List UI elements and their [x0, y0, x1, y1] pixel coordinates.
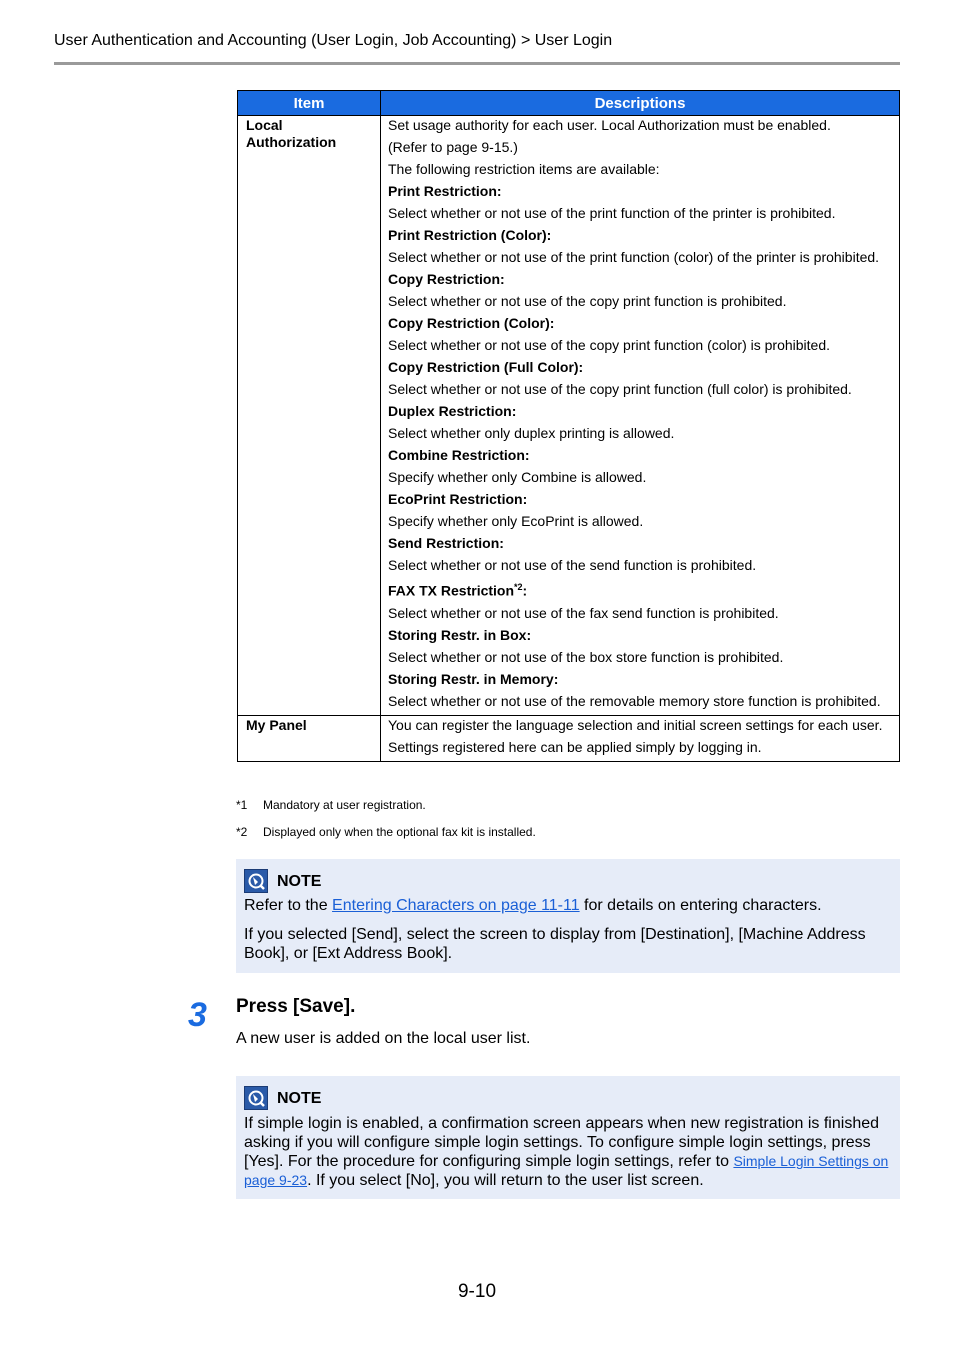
step-title: Press [Save]. — [236, 996, 356, 1017]
restriction-label: Print Restriction: — [388, 183, 502, 199]
entering-characters-link[interactable]: Entering Characters on page 11-11 — [332, 897, 580, 914]
item-my-panel: My Panel — [246, 716, 307, 733]
restriction-description: Set usage authority for each user. Local Authorization must be enabled. — [388, 117, 831, 133]
note-box-2 — [236, 1076, 900, 1199]
restriction-description: (Refer to page 9-15.) — [388, 139, 518, 155]
footnote-1 — [236, 798, 426, 812]
my-panel-description-1: You can register the language selection and initial screen settings for each user. — [388, 716, 883, 733]
page-number: 9-10 — [457, 1281, 497, 1302]
restriction-label: FAX TX Restriction$^{*2}$: — [388, 582, 528, 599]
note-icon — [244, 869, 268, 893]
local-authorization-description — [381, 116, 900, 716]
my-panel-description-2: Settings registered here can be applied simply by logging in. — [388, 738, 762, 755]
column-header-descriptions: Descriptions — [381, 91, 900, 116]
note-title: NOTE — [277, 1089, 322, 1107]
restriction-description: Select whether or not use of the copy print function is prohibited. — [388, 293, 787, 309]
table-row-local-authorization — [238, 116, 900, 716]
note-1-paragraph-2: If you selected [Send], select the screen to display from [Destination], [Machine Address Book], or [Ext Address Book]. — [244, 926, 866, 962]
item-local-authorization: Local Authorization — [246, 117, 337, 150]
restriction-label: EcoPrint Restriction: — [388, 491, 528, 507]
restriction-description: Select whether or not use of the copy print function (color) is prohibited. — [388, 337, 831, 353]
restriction-label: Combine Restriction: — [388, 447, 530, 463]
note-2-text-before: If simple login is enabled, a confirmation screen appears when new registration is finished asking if you will configure simple login settings. To configure simple login settings, press [Yes]. For the procedure for configuring simple login settings, refer to — [244, 1115, 880, 1170]
step-text: A new user is added on the local user list. — [236, 1030, 531, 1047]
settings-table — [237, 90, 900, 762]
note-title: NOTE — [277, 872, 322, 890]
footnote-1-mark: *1 — [236, 798, 248, 812]
restriction-label: Send Restriction: — [388, 535, 504, 551]
header-divider — [54, 62, 900, 65]
footnote-2 — [236, 825, 536, 839]
note-box-1 — [236, 859, 900, 973]
simple-login-settings-link[interactable]: Simple Login Settings on page 9-23 — [244, 1153, 889, 1188]
restriction-description: Select whether or not use of the copy print function (full color) is prohibited. — [388, 381, 852, 397]
footnote-1-text: Mandatory at user registration. — [263, 798, 426, 812]
note-1-text-after: for details on entering characters. — [579, 897, 822, 914]
restriction-description: Specify whether only EcoPrint is allowed. — [388, 513, 644, 529]
restriction-description: Select whether or not use of the box store function is prohibited. — [388, 648, 784, 665]
restriction-description: Select whether or not use of the print function (color) of the printer is prohibited. — [388, 249, 880, 265]
footnote-ref: *2 — [514, 582, 523, 592]
restriction-label: Print Restriction (Color): — [388, 227, 552, 243]
restriction-description: Select whether only duplex printing is allowed. — [388, 425, 675, 441]
restriction-description: Select whether or not use of the print function of the printer is prohibited. — [388, 205, 836, 221]
restriction-label: Copy Restriction: — [388, 271, 505, 287]
restriction-label: Copy Restriction (Color): — [388, 315, 555, 331]
restriction-description: Select whether or not use of the removable memory store function is prohibited. — [388, 692, 881, 709]
restriction-description: The following restriction items are available: — [388, 161, 660, 177]
note-icon — [244, 1086, 268, 1110]
restriction-label: Duplex Restriction: — [388, 403, 517, 419]
note-1-text-before: Refer to the — [244, 897, 333, 914]
restriction-description: Select whether or not use of the send function is prohibited. — [388, 557, 757, 573]
table-row-my-panel-cont — [238, 734, 900, 762]
footnote-2-text: Displayed only when the optional fax kit is installed. — [263, 825, 536, 839]
restriction-description: Select whether or not use of the fax send function is prohibited. — [388, 604, 779, 621]
table-row-my-panel — [238, 715, 900, 734]
footnote-2-mark: *2 — [236, 825, 248, 839]
note-2-text-after: . If you select [No], you will return to the user list screen. — [307, 1172, 704, 1189]
note-1-paragraph-1 — [244, 896, 892, 915]
step-number: 3 — [188, 996, 207, 1034]
restriction-label: Copy Restriction (Full Color): — [388, 359, 584, 375]
restriction-label: Storing Restr. in Memory: — [388, 670, 559, 687]
restriction-label: Storing Restr. in Box: — [388, 626, 532, 643]
column-header-item: Item — [238, 91, 381, 116]
page-breadcrumb: User Authentication and Accounting (User Login, Job Accounting) > User Login — [54, 32, 613, 49]
note-2-paragraph — [244, 1114, 892, 1190]
restriction-description: Specify whether only Combine is allowed. — [388, 469, 647, 485]
